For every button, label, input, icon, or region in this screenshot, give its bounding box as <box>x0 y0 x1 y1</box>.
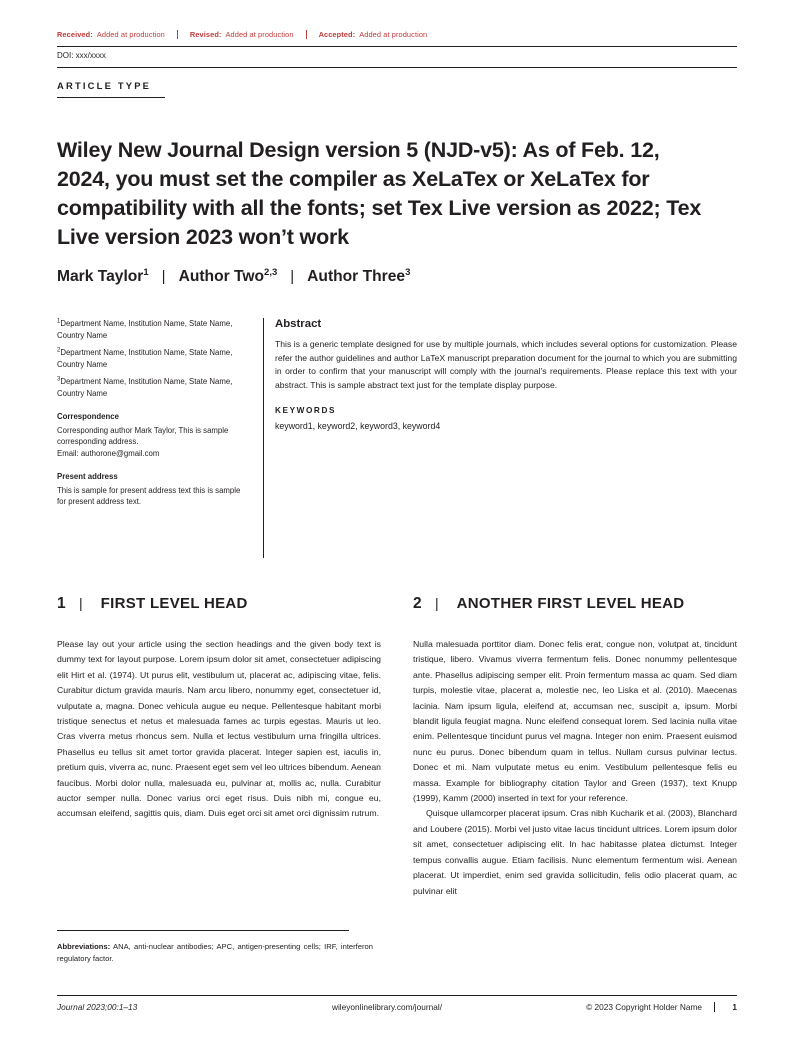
section-1-rule: | <box>79 595 83 611</box>
affiliation-3-text: Department Name, Institution Name, State Name, Country Name <box>57 377 233 398</box>
history-received <box>57 30 178 39</box>
section-2-paragraph-1: Nulla malesuada porttitor diam. Donec felis erat, congue non, volutpat at, tincidunt tristique, libero. Vivamus viverra fermentum felis. Donec nonummy pellentesque ante. Phasellus adipiscing semper elit. Proin fermentum massa ac quam. Sed diam turpis, molestie vitae, placerat a, molestie nec, leo Liska et al. (2010). Maecenas lacinia. Nam ipsum ligula, eleifend at, accumsan nec, suscipit a, ipsum. Morbi blandit ligula feugiat magna. Nunc eleifend consequat lorem. Sed lacinia nulla vitae enim. Pellentesque tincidunt purus vel magna. Integer non enim. Praesent euismod nunc eu purus. Donec bibendum quam in tellus. Nullam cursus pulvinar lectus. Donec et mi. Nam vulputate metus eu enim. Vestibulum pellentesque felis eu massa. Example for bibliography citation Taylor and Green (1937), text Knupp (1999), Kamm (2000) inserted in text for your reference. <box>413 639 737 804</box>
article-type: ARTICLE TYPE <box>57 80 152 91</box>
correspondence-text: Corresponding author Mark Taylor, This is sample corresponding address. <box>57 425 229 446</box>
section-2-rule: | <box>435 595 439 611</box>
abstract-head: Abstract <box>275 318 322 330</box>
author-separator-2: | <box>290 268 295 285</box>
affiliation-1-text: Department Name, Institution Name, State Name, Country Name <box>57 319 233 340</box>
body-columns <box>57 595 737 899</box>
author-3-name: Author Three <box>307 268 406 285</box>
keywords-head: KEYWORDS <box>275 406 337 416</box>
author-3 <box>307 268 410 286</box>
header-divider <box>57 46 737 47</box>
affiliations-column <box>57 318 247 508</box>
page-footer <box>57 1002 737 1012</box>
article-type-underline <box>57 97 165 98</box>
history-revised-label: Revised: <box>189 30 222 39</box>
affiliation-2-text: Department Name, Institution Name, State Name, Country Name <box>57 348 233 369</box>
footnote-divider <box>57 930 349 931</box>
history-revised-value: Added at production <box>225 30 294 39</box>
doi-line: DOI: xxx/xxxx <box>57 51 106 60</box>
author-list <box>57 268 737 286</box>
column-right <box>413 595 737 899</box>
abstract-column <box>275 318 737 431</box>
author-1 <box>57 268 149 286</box>
footnote-text: ANA, anti-nuclear antibodies; APC, antigen-presenting cells; IRF, interferon regulatory factor. <box>57 942 373 963</box>
history-accepted-value: Added at production <box>359 30 428 39</box>
affiliation-3-num: 3 <box>57 376 61 383</box>
section-2-head <box>413 595 737 613</box>
page-title: Wiley New Journal Design version 5 (NJD-v5): As of Feb. 12, 2024, you must set the compiler as XeLaTex or XeLaTex for compatibility with all the fonts; set Tex Live version as 2022; Tex Live version 2023 won’t work <box>57 138 702 250</box>
author-2-name: Author Two <box>178 268 265 285</box>
author-3-sup: 3 <box>405 266 411 278</box>
author-1-name: Mark Taylor <box>57 268 144 285</box>
history-accepted-label: Accepted: <box>318 30 356 39</box>
present-address-head: Present address <box>57 472 118 481</box>
affiliation-2-num: 2 <box>57 347 61 354</box>
keywords-text: keyword1, keyword2, keyword3, keyword4 <box>275 421 441 432</box>
affiliation-3 <box>57 376 247 399</box>
correspondence-email[interactable]: Email: authorone@gmail.com <box>57 448 160 458</box>
author-1-sup: 1 <box>143 266 149 278</box>
correspondence-head: Correspondence <box>57 412 119 421</box>
section-1-number: 1 <box>57 595 66 612</box>
footer-journal-url[interactable]: wileyonlinelibrary.com/journal/ <box>331 1002 443 1012</box>
footer-page-number: 1 <box>714 1002 737 1012</box>
footer-copyright-block <box>517 1002 737 1012</box>
section-1-head <box>57 595 381 613</box>
article-history <box>57 30 737 39</box>
section-2-title: ANOTHER FIRST LEVEL HEAD <box>456 595 685 612</box>
column-left <box>57 595 381 899</box>
abstract-text: This is a generic template designed for use by multiple journals, which includes several options for customization. Please refer the author guidelines and author LaTeX manuscript preparation document for the journal to which you are submitting in order to confirm that your manuscript will comply with the journal’s requirements. Please replace this text with your abstract. This is sample abstract text just for the template display purpose. <box>275 339 737 390</box>
history-accepted <box>319 30 440 39</box>
author-2 <box>179 268 278 286</box>
affiliation-1 <box>57 318 247 341</box>
section-2-paragraph-2: Quisque ullamcorper placerat ipsum. Cras nibh Kucharik et al. (2003), Blanchard and Loubere (2015). Morbi vel justo vitae lacus tincidunt ultrices. Lorem ipsum dolor sit amet, consectetuer adipiscing elit. In hac habitasse platea dictumst. Integer tempus convallis augue. Etiam facilisis. Nunc elementum fermentum wisi. Aenean placerat. Ut imperdiet, enim sed gravida sollicitudin, felis odio placerat quam, ac pulvinar elit <box>413 808 737 896</box>
section-1-title: FIRST LEVEL HEAD <box>100 595 248 612</box>
author-2-sup: 2,3 <box>264 266 278 278</box>
section-2-number: 2 <box>413 595 422 612</box>
footer-divider <box>57 995 737 996</box>
affiliation-1-num: 1 <box>57 318 61 325</box>
meta-vertical-divider <box>263 318 264 558</box>
present-address-text: This is sample for present address text this is sample for present address text. <box>57 485 241 506</box>
affiliation-2 <box>57 347 247 370</box>
section-1-paragraph-1: Please lay out your article using the section headings and the given body text is dummy text for layout purpose. Lorem ipsum dolor sit amet, consectetuer adipiscing elit Hirt et al. (1974). Ut purus elit, vestibulum ut, placerat ac, adipiscing vitae, felis. Curabitur dictum gravida mauris. Nam arcu libero, nonummy eget, consectetuer id, vulputate a, magna. Donec vehicula augue eu neque. Pellentesque habitant morbi tristique senectus et netus et malesuada fames ac turpis egestas. Mauris ut leo. Cras viverra metus rhoncus sem. Nulla et lectus vestibulum urna fringilla ultrices. Phasellus eu tellus sit amet tortor gravida placerat. Integer sapien est, iaculis in, pretium quis, viverra ac, nunc. Praesent eget sem vel leo ultrices bibendum. Aenean faucibus. Morbi dolor nulla, malesuada eu, pulvinar at, mollis ac, nulla. Curabitur auctor semper nulla. Donec varius orci eget risus. Duis nibh mi, congue eu, accumsan eleifend, sagittis quis, diam. Duis eget orci sit amet orci dignissim rutrum. <box>57 639 381 819</box>
doi-divider <box>57 67 737 68</box>
author-separator-1: | <box>161 268 166 285</box>
footer-citation: Journal 2023;00:1–13 <box>57 1002 138 1012</box>
history-revised <box>190 30 307 39</box>
footnote-abbreviations <box>57 941 373 964</box>
meta-block <box>57 318 737 558</box>
footnote-label: Abbreviations: <box>57 942 111 951</box>
history-received-label: Received: <box>57 30 93 39</box>
footer-copyright: © 2023 Copyright Holder Name <box>586 1002 702 1012</box>
history-received-value: Added at production <box>96 30 165 39</box>
